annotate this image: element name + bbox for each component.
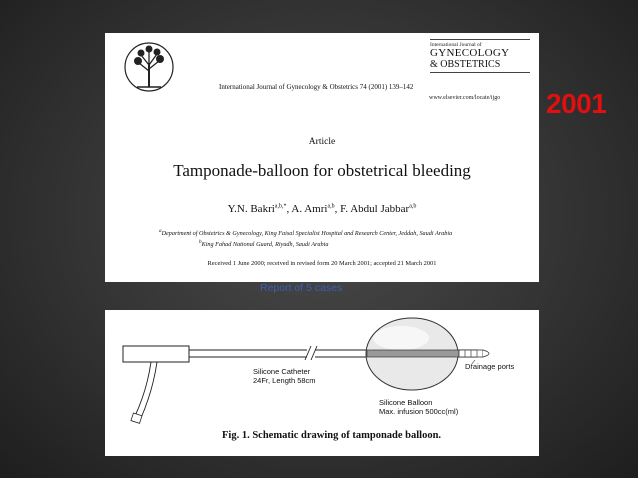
figure-card (105, 310, 539, 456)
article-header-card (105, 33, 539, 282)
affiliations (159, 227, 452, 249)
affiliation-item: $^a$Department of Obstetrics & Gynecology, King Faisal Specialist Hospital and Research Center, Jeddah, Saudi Arabia (159, 228, 453, 238)
author-sup: a,b (327, 203, 335, 210)
journal-masthead-name2: & OBSTETRICS (430, 59, 530, 73)
author-name: Y.N. Bakri (227, 203, 275, 215)
article-label: Article (308, 137, 336, 147)
elsevier-tree-logo (123, 41, 175, 93)
journal-masthead (430, 39, 530, 73)
balloon-label: Silicone Balloon Max. infusion 500cc(ml) (379, 398, 459, 416)
catheter-label: Silicone Catheter 24Fr, Length 58cm (253, 367, 316, 385)
affiliation-item: $^b$King Fahad National Guard, Riyadh, Saudi Arabia (199, 239, 329, 249)
figure-number: Fig. 1. (222, 430, 250, 441)
journal-masthead-name1: GYNECOLOGY (430, 47, 510, 59)
received-dates: Received 1 June 2000; received in revised form 20 March 2001; accepted 21 March 2001 (207, 260, 437, 267)
author-name: A. Amri (291, 203, 328, 215)
catheter-hub (123, 346, 189, 362)
journal-citation: International Journal of Gynecology & Obstetrics 74 (2001) 139–142 (219, 83, 414, 91)
author-sup: a,b,* (274, 203, 287, 210)
figure-caption-text: Schematic drawing of tamponade balloon. (252, 430, 442, 441)
figure-caption (222, 430, 441, 441)
journal-masthead-small: International Journal of (430, 39, 530, 48)
journal-url: www.elsevier.com/locate/ijgo (429, 95, 501, 101)
author-list: Y.N. Bakri$^{a,b,*}$, A. Amri$^{a,b}$, F. Abdul Jabbar$^{a,b}$ (227, 203, 417, 215)
author-sup: a,b (409, 203, 417, 210)
year-label: 2001 (546, 88, 607, 119)
report-note: Report of 5 cases (260, 282, 343, 294)
author-name: F. Abdul Jabbar (340, 203, 410, 215)
article-title: Tamponade-balloon for obstetrical bleeding (173, 161, 471, 180)
drainage-label: Drainage ports (465, 362, 515, 371)
